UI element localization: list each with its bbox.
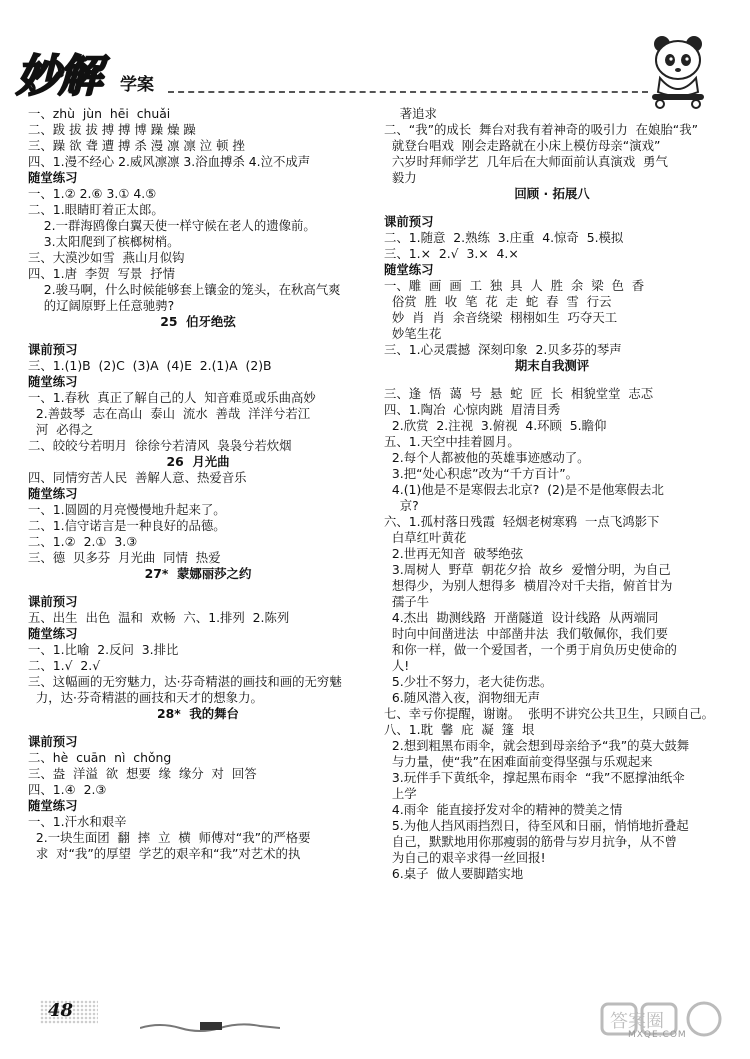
answer-line: 二、皎皎兮若明月 徐徐兮若清风 袅袅兮若炊烟 xyxy=(28,438,292,453)
answer-line: 二、“我”的成长 舞台对我有着神奇的吸引力 在娘胎“我” xyxy=(384,122,699,137)
section-heading: 随堂练习 xyxy=(28,170,78,185)
answer-line: 六、1.孤村落日残霞 轻烟老树寒鸦 一点飞鸿影下 xyxy=(384,514,660,529)
answer-line: 五、1.天空中挂着圆月。 xyxy=(384,434,520,449)
answer-line: 时向中间凿进法 中部凿井法 我们敬佩你，我们要 xyxy=(384,626,668,641)
lesson-title: 25 伯牙绝弦 xyxy=(160,314,236,329)
answer-circle-logo xyxy=(596,1000,746,1050)
answer-line: 二、1.随意 2.熟练 3.庄重 4.惊奇 5.模拟 xyxy=(384,230,624,245)
answer-line: 一、1.圆圆的月亮慢慢地升起来了。 xyxy=(28,502,226,517)
spacer xyxy=(384,202,720,214)
section-heading: 随堂练习 xyxy=(28,626,78,641)
answer-line: 2.欣赏 2.注视 3.俯视 4.环顾 5.瞻仰 xyxy=(384,418,607,433)
answer-line: 一、1.② 2.⑥ 3.① 4.⑤ xyxy=(28,186,157,201)
answer-line: 五、出生 出色 温和 欢畅 六、1.排列 2.陈列 xyxy=(28,610,290,625)
answer-line: 一、zhù jùn hēi chuǎi xyxy=(28,106,171,121)
panda-skateboard-icon xyxy=(638,30,718,110)
spacer xyxy=(28,582,368,594)
answer-line: 二、跋 拔 拔 搏 搏 博 躁 燥 躁 xyxy=(28,122,196,137)
watermark-text: 答案圈 xyxy=(610,1011,664,1032)
answer-line: 三、盎 洋溢 欲 想要 缘 缘分 对 回答 xyxy=(28,766,257,781)
answer-line: 想得少，为别人想得多 横眉冷对千夫指，俯首甘为 xyxy=(384,578,673,593)
answer-line: 三、躁 欲 聋 遭 搏 杀 漫 凛 凛 泣 顿 挫 xyxy=(28,138,245,153)
answer-line: 俗赏 胜 收 笔 花 走 蛇 春 雪 行云 xyxy=(384,294,612,309)
answer-line: 和你一样，做一个爱国者，一个勇于肩负历史使命的 xyxy=(384,642,677,657)
answer-line: 2.骏马啊，什么时候能够套上镶金的笼头，在秋高气爽 xyxy=(28,282,341,297)
answer-line: 三、1.(1)B (2)C (3)A (4)E 2.(1)A (2)B xyxy=(28,358,272,373)
answer-line: 四、同情穷苦人民 善解人意、热爱音乐 xyxy=(28,470,247,485)
answer-line: 著追求 xyxy=(384,106,437,121)
answer-line: 5.少壮不努力，老大徒伤悲。 xyxy=(384,674,553,689)
answer-column-left xyxy=(28,106,368,862)
answer-line: 二、hè cuān nì chǒng xyxy=(28,750,172,765)
answer-line: 六岁时拜师学艺 几年后在大师面前认真演戏 勇气 xyxy=(384,154,668,169)
answer-line: 2.想到粗黑布雨伞，就会想到母亲给予“我”的莫大鼓舞 xyxy=(384,738,690,753)
answer-line: 3.周树人 野草 朝花夕拾 故乡 爱憎分明，为自己 xyxy=(384,562,671,577)
answer-line: 人! xyxy=(384,658,410,673)
lesson-title: 27* 蒙娜丽莎之约 xyxy=(144,566,252,581)
answer-line: 6.桌子 做人要脚踏实地 xyxy=(384,866,524,881)
answer-line: 孺子牛 xyxy=(384,594,430,609)
header-dashed-rule xyxy=(168,91,648,93)
section-heading: 随堂练习 xyxy=(28,374,78,389)
answer-line: 三、1.× 2.√ 3.× 4.× xyxy=(384,246,519,261)
answer-line: 与力量，使“我”在困难面前变得坚强与乐观起来 xyxy=(384,754,653,769)
answer-line: 3.玩伴手下黄纸伞，撑起黑布雨伞 “我”不愿撑油纸伞 xyxy=(384,770,685,785)
answer-line: 妙 肖 肖 余音绕梁 栩栩如生 巧夺天工 xyxy=(384,310,618,325)
answer-line: 毅力 xyxy=(384,170,417,185)
answer-line: 三、1.心灵震撼 深刻印象 2.贝多芬的琴声 xyxy=(384,342,622,357)
answer-line: 2.一群海鸥像白翼天使一样守候在老人的遗像前。 xyxy=(28,218,316,233)
answer-line: 四、1.陶冶 心惊肉跳 眉清目秀 xyxy=(384,402,561,417)
section-heading: 随堂练习 xyxy=(28,486,78,501)
answer-line: 四、1.漫不经心 2.威风凛凛 3.浴血搏杀 4.泣不成声 xyxy=(28,154,311,169)
answer-line: 京? xyxy=(384,498,419,513)
answer-line: 一、1.春秋 真正了解自己的人 知音难觅或乐曲高妙 xyxy=(28,390,316,405)
answer-line: 七、幸亏你提醒，谢谢。 张明不讲究公共卫生，只顾自己。 xyxy=(384,706,715,721)
section-heading: 随堂练习 xyxy=(28,798,78,813)
answer-line: 三、德 贝多芬 月光曲 同情 热爱 xyxy=(28,550,221,565)
spacer xyxy=(384,374,720,386)
answer-line: 2.善鼓琴 志在高山 泰山 流水 善哉 洋洋兮若江 xyxy=(28,406,311,421)
answer-line: 八、1.耽 馨 庇 凝 篷 垠 xyxy=(384,722,535,737)
answer-line: 自己，默默地用你那瘦弱的筋骨与岁月抗争，从不曾 xyxy=(384,834,677,849)
answer-line: 4.(1)他是不是寒假去北京? (2)是不是他寒假去北 xyxy=(384,482,664,497)
answer-line: 上学 xyxy=(384,786,417,801)
page-footer xyxy=(0,990,750,1059)
answer-line: 二、1.√ 2.√ xyxy=(28,658,101,673)
answer-line: 一、1.汗水和艰辛 xyxy=(28,814,127,829)
answer-line: 求 对“我”的厚望 学艺的艰辛和“我”对艺术的执 xyxy=(28,846,301,861)
watermark-url: MXQE.COM xyxy=(628,1030,687,1040)
answer-line: 妙笔生花 xyxy=(384,326,442,341)
answer-line: 2.世再无知音 破琴绝弦 xyxy=(384,546,524,561)
answer-line: 四、1.唐 李贺 写景 抒情 xyxy=(28,266,175,281)
answer-line: 就登台唱戏 刚会走路就在小床上模仿母亲“演戏” xyxy=(384,138,661,153)
section-heading: 课前预习 xyxy=(384,214,434,229)
lesson-title: 26 月光曲 xyxy=(166,454,230,469)
answer-line: 6.随风潜入夜，润物细无声 xyxy=(384,690,540,705)
lesson-title: 期末自我测评 xyxy=(514,358,590,373)
page-header xyxy=(0,0,750,110)
section-heading: 课前预习 xyxy=(28,734,78,749)
answer-line: 5.为他人挡风雨挡烈日，待至风和日丽，悄悄地折叠起 xyxy=(384,818,689,833)
section-heading: 课前预习 xyxy=(28,342,78,357)
lesson-title: 28* 我的舞台 xyxy=(157,706,239,721)
answer-line: 二、1.信守诺言是一种良好的品德。 xyxy=(28,518,226,533)
scan-smudge xyxy=(140,1020,280,1034)
book-logo: 妙解 xyxy=(16,51,100,102)
answer-column-right xyxy=(384,106,720,882)
book-subtitle: 学案 xyxy=(120,75,154,95)
page-number: 48 xyxy=(40,1000,98,1024)
answer-line: 二、1.② 2.① 3.③ xyxy=(28,534,138,549)
answer-line: 三、这幅画的无穷魅力，达·芬奇精湛的画技和画的无穷魅 xyxy=(28,674,342,689)
answer-line: 河 必得之 xyxy=(28,422,94,437)
answer-line: 三、逢 悟 蔼 号 悬 蛇 匠 长 相貌堂堂 志忑 xyxy=(384,386,654,401)
answer-line: 的辽阔原野上任意驰骋? xyxy=(28,298,175,313)
answer-line: 力，达·芬奇精湛的画技和天才的想象力。 xyxy=(28,690,263,705)
answer-line: 四、1.④ 2.③ xyxy=(28,782,107,797)
answer-line: 二、1.眼睛盯着正太郎。 xyxy=(28,202,164,217)
answer-line: 一、1.比喻 2.反问 3.排比 xyxy=(28,642,179,657)
answer-line: 3.把“处心积虑”改为“千方百计”。 xyxy=(384,466,579,481)
spacer xyxy=(28,722,368,734)
spacer xyxy=(28,330,368,342)
answer-line: 白草红叶黄花 xyxy=(384,530,467,545)
answer-line: 一、雕 画 画 工 独 具 人 胜 余 梁 色 香 xyxy=(384,278,645,293)
section-heading: 课前预习 xyxy=(28,594,78,609)
answer-line: 三、大漠沙如雪 燕山月似钩 xyxy=(28,250,185,265)
answer-line: 为自己的艰辛求得一丝回报! xyxy=(384,850,546,865)
answer-line: 2.一块生面团 翻 摔 立 横 师傅对“我”的严格要 xyxy=(28,830,311,845)
answer-line: 3.太阳爬到了槟榔树梢。 xyxy=(28,234,180,249)
answer-line: 2.每个人都被他的英雄事迹感动了。 xyxy=(384,450,590,465)
section-heading: 随堂练习 xyxy=(384,262,434,277)
answer-line: 4.杰出 勘测线路 开凿隧道 设计线路 从两端同 xyxy=(384,610,659,625)
answer-line: 4.雨伞 能直接抒发对伞的精神的赞美之情 xyxy=(384,802,623,817)
lesson-title: 回顾 · 拓展八 xyxy=(514,186,590,201)
